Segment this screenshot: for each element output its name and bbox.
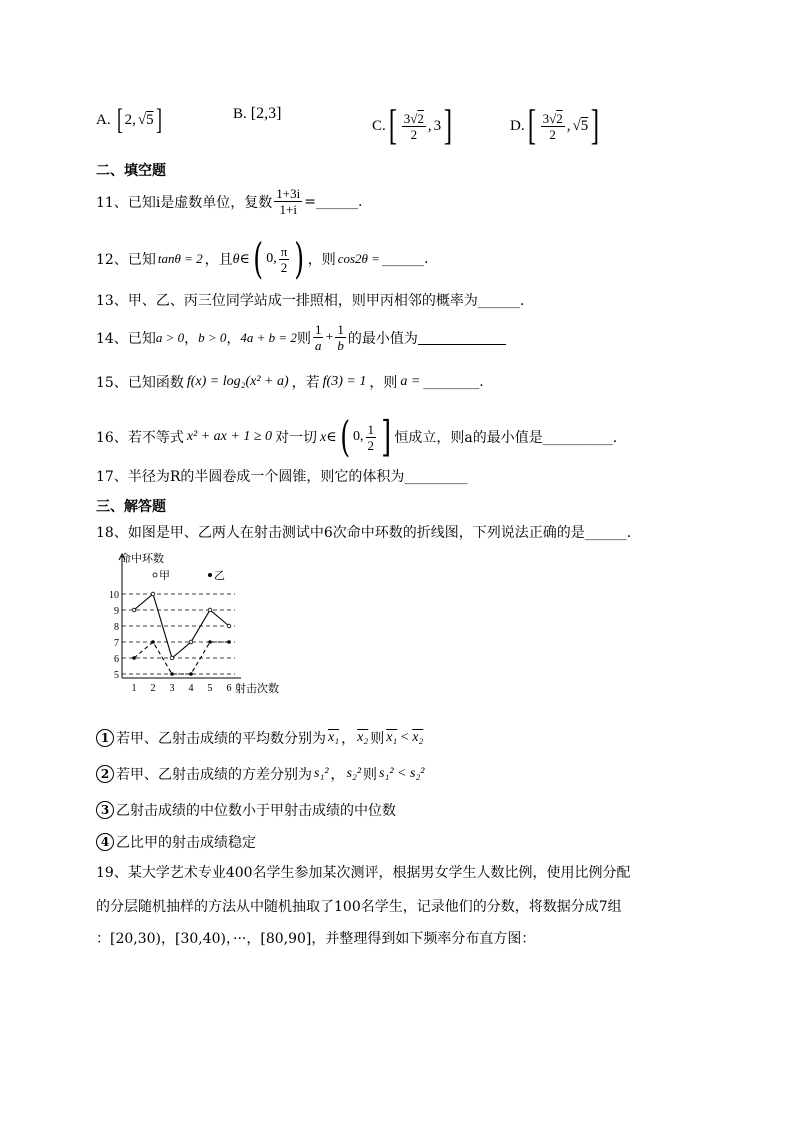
option-d-label: D. (510, 117, 525, 134)
left-paren-icon: ( (339, 412, 350, 461)
question-13: 13、甲、乙、丙三位同学站成一排照相，则甲丙相邻的概率为______. (96, 293, 525, 309)
option-a-hi: √5 (137, 111, 154, 128)
question-17: 17、半径为R的半圆卷成一个圆锥，则它的体积为_________ (96, 469, 468, 485)
q12-condition: tanθ = 2 (157, 251, 203, 266)
statement-1 (96, 728, 423, 748)
circled-number-3-icon: 3 (96, 801, 114, 819)
data-point (151, 592, 155, 596)
q14-then: 则 (296, 330, 311, 347)
statement-2-var-a: s₁² (314, 766, 329, 781)
q12-mid: ，且 (204, 252, 233, 268)
data-point (227, 640, 231, 644)
data-point (151, 640, 155, 644)
option-d: D. [ $\frac{3√2}{2}$ , √5 ] (510, 103, 600, 149)
q15-text: 15、已知函数 (96, 375, 184, 391)
data-point (208, 640, 212, 644)
option-c-fraction: $\frac{3√2}{2}$ (403, 110, 424, 142)
q15-condition: f(3) = 1 (322, 374, 367, 389)
y-tick-label: 10 (109, 590, 119, 601)
q15-function: f(x) = log₂(x² + a) (186, 374, 289, 389)
q14-fraction-a: $\frac{1}{a}$ (314, 322, 322, 353)
q16-x: x∈ (320, 429, 337, 445)
option-b-label: B. (233, 105, 247, 122)
right-bracket-icon: ] (591, 103, 600, 149)
right-bracket-icon: ] (155, 103, 162, 136)
q14-sep: ， (184, 330, 199, 347)
x-tick-label: 3 (169, 683, 175, 694)
statement-2-text: 若甲、乙射击成绩的方差分别为 (116, 767, 312, 783)
option-c: C. [ $\frac{3√2}{2}$ , 3 ] (372, 103, 453, 149)
question-16 (96, 412, 618, 461)
statement-1-rel-a: x₁ (386, 730, 398, 745)
statement-1-sep: ， (341, 731, 356, 747)
x-tick-label: 4 (188, 683, 194, 694)
q16-post: 恒成立，则a的最小值是__________. (394, 430, 618, 446)
q16-lo: 0, (353, 429, 364, 444)
question-18: 18、如图是甲、乙两人在射击测试中6次命中环数的折线图，下列说法正确的是______. (96, 525, 632, 541)
q12-then: ，则 (307, 252, 336, 268)
data-point (132, 608, 136, 612)
q14-cond-sum: 4a + b = 2 (240, 329, 297, 345)
section-solve-heading: 三、解答题 (96, 499, 166, 515)
legend-marker-dot-icon (208, 573, 212, 577)
q12-fraction: $\frac{\pi}{2}$ (280, 243, 288, 275)
option-a-label: A. (96, 111, 111, 128)
circled-number-4-icon: 4 (96, 833, 114, 851)
q11-text: 11、已知i是虚数单位，复数 (96, 194, 273, 211)
q16-fraction: $\frac{1}{2}$ (367, 421, 374, 453)
q14-blank (418, 330, 506, 345)
legend-label: 甲 (159, 570, 170, 582)
question-14 (96, 322, 506, 353)
q16-inequality: x² + ax + 1 ≥ 0 (186, 429, 273, 444)
q14-cond-a: a > 0 (155, 329, 185, 345)
y-tick-label: 6 (114, 654, 119, 665)
data-point (189, 672, 193, 676)
x-tick-label: 6 (226, 683, 232, 694)
statement-2 (96, 764, 425, 784)
statement-2-then: 则 (363, 767, 378, 783)
legend-label: 乙 (214, 570, 225, 582)
data-point (189, 640, 193, 644)
y-tick-label: 9 (114, 606, 119, 617)
statement-3 (96, 800, 396, 820)
q14-post: 的最小值为 (347, 330, 418, 347)
y-tick-label: 5 (114, 670, 119, 681)
statement-1-lt: < (397, 730, 413, 745)
question-19-line-1: 19、某大学艺术专业400名学生参加某次测评，根据男女学生人数比例，使用比例分配 (96, 865, 631, 881)
option-d-fraction: $\frac{3√2}{2}$ (542, 110, 563, 142)
q12-expr: cos2θ = (337, 251, 380, 266)
question-12 (96, 234, 429, 283)
x-tick-label: 5 (207, 683, 213, 694)
option-c-hi: 3 (433, 117, 442, 134)
circled-number-1-icon: 1 (96, 729, 114, 747)
statement-4 (96, 832, 256, 852)
question-19-line-3: ：[20,30)，[30,40)，···，[80,90]，并整理得到如下频率分布直方图： (96, 931, 536, 947)
q12-text: 12、已知 (96, 252, 156, 268)
statement-1-then: 则 (370, 731, 385, 747)
statement-2-var-b: s₂² (346, 766, 362, 781)
statement-2-rel: s₁² < s₂² (379, 766, 425, 781)
option-a-lo: 2 (124, 111, 133, 128)
option-b (233, 105, 281, 123)
left-bracket-icon: [ (116, 103, 123, 136)
q12-blank: ______. (381, 251, 429, 267)
x-axis-label: 射击次数 (235, 683, 279, 695)
y-tick-label: 7 (114, 638, 119, 649)
circled-number-2-icon: 2 (96, 765, 114, 783)
q12-theta: θ∈ (232, 251, 250, 267)
data-point (170, 656, 174, 660)
option-d-hi: √5 (572, 117, 589, 134)
statement-1-mean-b: x₂ (357, 730, 369, 745)
option-a: A. [ 2 , √5 ] (96, 103, 162, 136)
right-bracket-icon: ] (381, 412, 392, 461)
q16-mid: 对一切 (275, 430, 318, 446)
statement-1-text: 若甲、乙射击成绩的平均数分别为 (116, 731, 326, 747)
statement-3-text: 乙射击成绩的中位数小于甲射击成绩的中位数 (116, 803, 396, 819)
option-b-text: [2,3] (250, 105, 282, 122)
y-axis-label: 命中环数 (120, 553, 164, 565)
statement-1-mean-a: x₁ (328, 730, 340, 745)
q11-blank: =______. (304, 193, 363, 210)
q12-lo: 0, (266, 251, 277, 266)
right-paren-icon: ) (294, 234, 305, 283)
statement-1-rel-b: x₂ (412, 730, 424, 745)
left-paren-icon: ( (253, 234, 263, 283)
question-15 (96, 372, 484, 392)
q14-fraction-b: $\frac{1}{b}$ (337, 322, 344, 353)
legend-marker-open-icon (153, 573, 157, 577)
q11-fraction: $\frac{1+3i}{1+i}$ (276, 186, 301, 217)
statement-2-sep: ， (330, 767, 345, 783)
q16-text: 16、若不等式 (96, 430, 184, 446)
statement-4-text: 乙比甲的射击成绩稳定 (116, 835, 256, 851)
left-bracket-icon: [ (388, 103, 397, 149)
q14-sep: ， (226, 330, 241, 347)
question-19-line-2: 的分层随机抽样的方法从中随机抽取了100名学生，记录他们的分数，将数据分成7组 (96, 899, 622, 915)
q14-plus: + (325, 329, 334, 345)
q14-text: 14、已知 (96, 330, 156, 347)
data-point (227, 624, 231, 628)
data-point (170, 672, 174, 676)
x-tick-label: 2 (150, 683, 156, 694)
data-point (208, 608, 212, 612)
q15-mid2: ，则 (369, 375, 398, 391)
q15-mid: ，若 (291, 375, 320, 391)
section-fill-heading: 二、填空题 (96, 163, 166, 179)
right-bracket-icon: ] (443, 103, 453, 149)
x-tick-label: 1 (131, 683, 137, 694)
line-chart (100, 548, 290, 706)
y-tick-label: 8 (114, 622, 119, 633)
question-11 (96, 186, 362, 217)
q15-answer-var: a = (400, 374, 421, 389)
q14-cond-b: b > 0 (198, 329, 227, 345)
left-bracket-icon: [ (527, 103, 536, 149)
data-point (132, 656, 136, 660)
option-c-label: C. (372, 117, 386, 134)
q15-blank: ________. (423, 374, 484, 390)
